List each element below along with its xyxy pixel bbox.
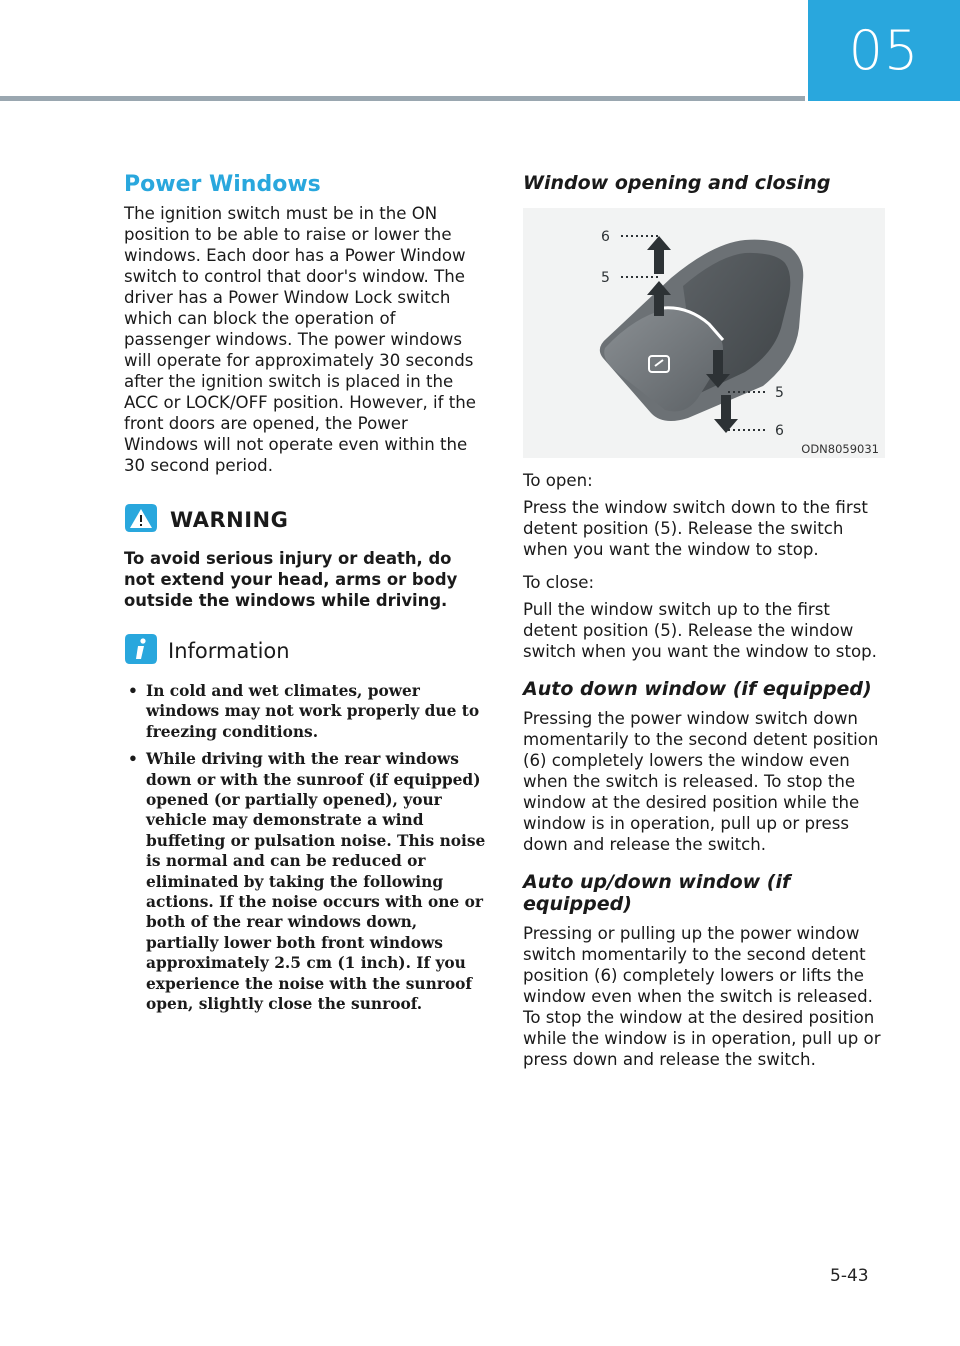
information-list — [124, 681, 486, 1015]
information-label: Information — [168, 639, 290, 663]
detent-label-up-far: 6 — [601, 229, 610, 245]
chapter-tab: 05 — [808, 0, 960, 101]
warning-triangle-icon — [124, 502, 158, 538]
window-switch-illustration — [523, 208, 885, 458]
power-windows-body: The ignition switch must be in the ON position to be able to raise or lower the windows. Each door has a Power Window switch to control that door's window. The driver has a Power Window Lock switch which can block the operation of passenger windows. The power windows will operate for approximately 30 seconds after the ignition switch is placed in the ACC or LOCK/OFF position. However, if the front doors are opened, the Power Windows will not operate even within the 30 second period. — [124, 204, 477, 475]
window-heading: Window opening and closing — [523, 172, 831, 194]
list-item: • While driving with the rear windows down or with the sunroof (if equipped) opened (or partially opened), your vehicle may demonstrate a wind buffeting or pulsation noise. This noise is normal and can be reduced or eliminated by taking the following actions. If the noise occurs with one or both of the rear windows down, partially lower both front windows approximately 2.5 cm (1 inch). If you experience the noise with the sunroof open, slightly close the sunroof. — [124, 749, 486, 1014]
information-icon — [124, 633, 158, 669]
detent-label-up-near: 5 — [601, 270, 610, 286]
page-number: 5-43 — [830, 1266, 869, 1286]
warning-header — [124, 502, 486, 538]
warning-label: WARNING — [170, 508, 289, 532]
warning-text: To avoid serious injury or death, do not extend your head, arms or body outside the windows while driving. — [124, 549, 458, 610]
open-label: To open: — [523, 471, 593, 490]
figure-code: ODN8059031 — [801, 442, 879, 456]
auto-down-text: Pressing the power window switch down momentarily to the second detent position (6) completely lowers the window even when the switch is released. To stop the window at the desired position while the window is in operation, pull up or press down and release the switch. — [523, 709, 879, 854]
list-item: • In cold and wet climates, power windows may not work properly due to freezing conditions. — [124, 681, 486, 742]
left-column — [124, 172, 486, 1022]
information-header — [124, 633, 486, 669]
auto-updown-heading: Auto up/down window (if equipped) — [523, 871, 791, 915]
close-text: Pull the window switch up to the first detent position (5). Release the window switch when you want the window to stop. — [523, 600, 877, 661]
detent-label-down-near: 5 — [775, 385, 784, 401]
auto-updown-text: Pressing or pulling up the power window switch momentarily to the second detent position (6) completely lowers or lifts the window even when the switch is released. To stop the window at the desired position while the window is in operation, pull up or press down and release the switch. — [523, 924, 881, 1069]
window-switch-figure — [523, 208, 885, 458]
header-rule — [0, 96, 805, 101]
open-text: Press the window switch down to the first detent position (5). Release the switch when you want the window to stop. — [523, 498, 868, 559]
auto-down-heading: Auto down window (if equipped) — [523, 678, 872, 700]
close-label: To close: — [523, 573, 595, 592]
detent-label-down-far: 6 — [775, 423, 784, 439]
right-column — [523, 172, 885, 1070]
section-title: Power Windows — [124, 172, 321, 197]
